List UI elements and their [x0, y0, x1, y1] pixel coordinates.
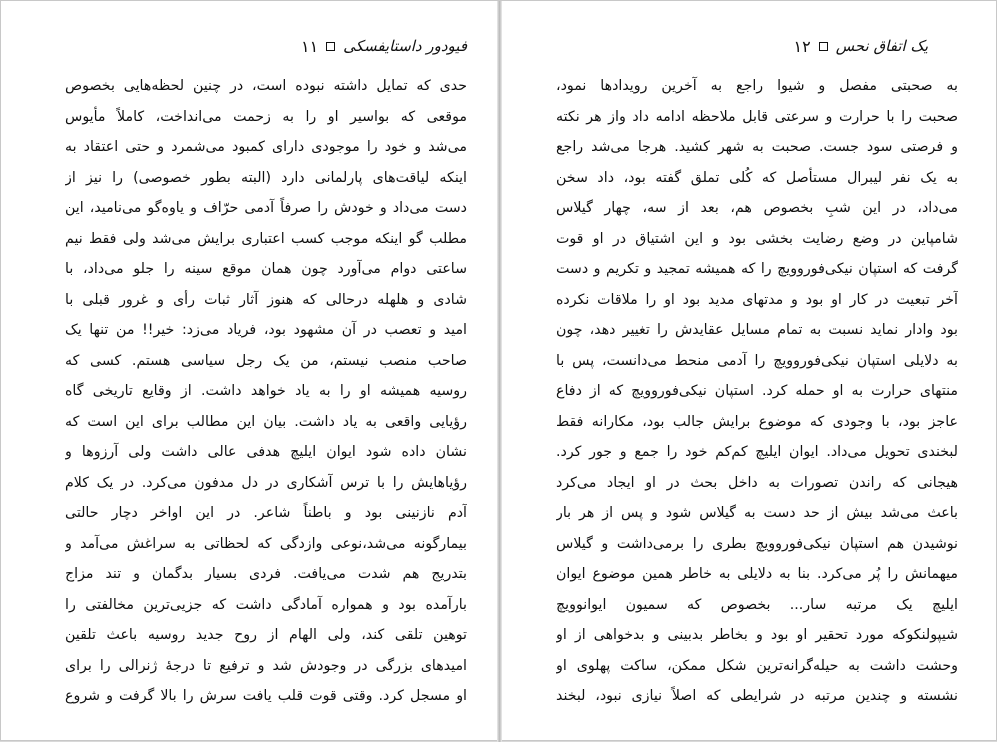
text-line: بارآمده بود و همواره آمادگی داشت که جزیی‌ترین مخالفتی را — [65, 596, 467, 613]
square-ornament-icon — [326, 42, 335, 51]
right-page-header — [794, 35, 928, 57]
text-line: توهین تلقی کند، ولی الهام از روح جدید روسیه باعث تلقین — [65, 627, 467, 643]
text-line: رؤیاهایش را با ترس آشکاری در دل مدفون می‌کرد. در یک کلام — [65, 474, 467, 491]
text-line: نشان داده شود ایوان ایلیچ هدفی عالی داشت ولی آرزوها و — [65, 444, 467, 460]
text-line: نوشیدن هم استپان نیکی‌فوروویچ بطری را برمی‌داشت و گیلاس — [556, 535, 958, 552]
text-line: دست می‌داد و خودش را صرفاً آدمی حرّاف و یاوه‌گو می‌نامید، این — [65, 200, 467, 216]
text-line: منتهای حرارت به او حمله کرد. استپان نیکی‌فوروویچ که از دفاع — [556, 383, 958, 399]
page-number: ۱۲ — [793, 36, 811, 56]
text-line: عاجز بود، با وجودی که موضوع برایش جالب بود، مکارانه فقط — [556, 413, 958, 430]
text-line: روسیه همیشه او را به یاد خواهد داشت. از وقایع تاریخی گاه — [65, 383, 467, 399]
text-line: شادی و هلهله درحالی که هنوز آثار ثبات رأی و غرور قبلی با — [65, 291, 467, 308]
left-page-header — [301, 35, 467, 57]
text-line: و فرصتی سود جست. صحبت به شهر کشید. هرجا می‌شد راجع — [556, 139, 958, 155]
text-line: به دلایلی استپان نیکی‌فوروویچ را آدمی منحط می‌دانست، پس با — [556, 352, 958, 369]
text-line: اینکه لیاقت‌های پارلمانی دارد (البته بطور خصوصی) را نیز از — [65, 169, 467, 186]
text-line: وحشت داشت به حیله‌گرانه‌ترین شکل ممکن، ساکت پهلوی او — [556, 657, 958, 674]
running-title: یک اتفاق نحس — [835, 37, 928, 55]
text-line: شامپاین در وضع رضایت بخشی بود و این اشتیاق در او قوت — [556, 230, 958, 247]
page-number: ۱۱ — [300, 36, 319, 56]
text-line: لبخندی تحویل می‌داد. ایوان ایلیچ کم‌کم خود را جمع و جور کرد. — [556, 444, 958, 460]
text-line: امید و تعصب در آن مشهود بود، فریاد می‌زد: خیر!! من تنها یک — [65, 322, 467, 338]
text-line: بیمارگونه می‌شد،نوعی وازدگی که لحظاتی به سراغش می‌آمد و — [65, 535, 467, 552]
text-line: ایلیچ یک مرتبه سار... بخصوص که سمیون ایوانوویچ — [556, 596, 958, 613]
text-line: امیدهای بزرگی در وجودش شد و ترفیع تا درجهٔ ژنرالی را برای — [65, 657, 467, 674]
text-line: به یک نفر لیبرال مستأصل که کُلی تملق گفته بود، داد سخن — [556, 169, 958, 186]
text-line: آخر تبعیت در کار او بود و مدتهای مدید بود او را ملاقات نکرده — [556, 291, 958, 308]
text-line: موقعی که بواسیر او را به زحمت می‌انداخت، کاملاً مأیوس — [65, 108, 467, 125]
text-line: حدی که تمایل داشته نبوده است، در چنین لحظه‌هایی بخصوص — [65, 78, 467, 94]
text-line: به صحبتی مفصل و شیوا راجع به آخرین رویدادها نمود، — [556, 78, 958, 94]
left-page-body — [65, 71, 467, 712]
square-ornament-icon — [819, 42, 828, 51]
text-line: صاحب منصب نیستم، من یک رجل سیاسی هستم. کسی که — [65, 352, 467, 369]
text-line: رؤیایی واقعی به یاد داشت. بیان این مطالب برای این است که — [65, 413, 467, 430]
text-line: باعث می‌شد بیش از حد دست به گیلاس شود و پس از هر بار — [556, 505, 958, 521]
text-line: گرفت که استپان نیکی‌فوروویچ را که همیشه تمجید و تکریم و دست — [556, 261, 958, 277]
text-line: می‌شد و خود را موجودی دارای کمبود می‌شمرد و حتی اعتقاد به — [65, 139, 467, 155]
text-line: بتدریج هم شدت می‌یافت. فردی بسیار بدگمان و تند مزاج — [65, 566, 467, 582]
text-line: هیجانی که راندن تصورات به داخل بحث در او ایجاد می‌کرد — [556, 474, 958, 491]
left-page — [1, 1, 497, 742]
text-line: بود وادار نماید نسبت به تمام مسایل عقایدش را تغییر دهد، چون — [556, 322, 958, 338]
text-line: صحبت را با حرارت و سرعتی قابل ملاحظه ادامه داد واز هر نکته — [556, 108, 958, 125]
running-title: فیودور داستایفسکی — [343, 37, 467, 55]
text-line: نشسته و چندین مرتبه در شرایطی که اصلاً نیازی نبود، لبخند — [556, 688, 958, 704]
text-line: مطلب گو اینکه موجب کسب اعتباری برایش می‌شد ولی فقط نیم — [65, 230, 467, 247]
text-line: میهمانش را پُر می‌کرد. بنا به دلایلی به خاطر همین موضوع ایوان — [556, 566, 958, 582]
text-line: شیپولنکوکه مورد تحقیر او بود و بخاطر بدبینی و بدخواهی از او — [556, 627, 958, 643]
text-line: می‌داد، در این شبِ بخصوص هم، بعد از سه، چهار گیلاس — [556, 200, 958, 216]
text-line: او مسجل کرد. وقتی قوت قلب یافت سرش را بالا گرفت و شروع — [65, 688, 467, 704]
right-page-body — [556, 71, 958, 712]
right-page — [502, 1, 997, 742]
text-line: آدم نازنینی بود و باطناً شاعر. در این اواخر دچار حالتی — [65, 505, 467, 521]
text-line: ساعتی دوام می‌آورد چون همان موقع سینه را جلو می‌داد، با — [65, 261, 467, 277]
